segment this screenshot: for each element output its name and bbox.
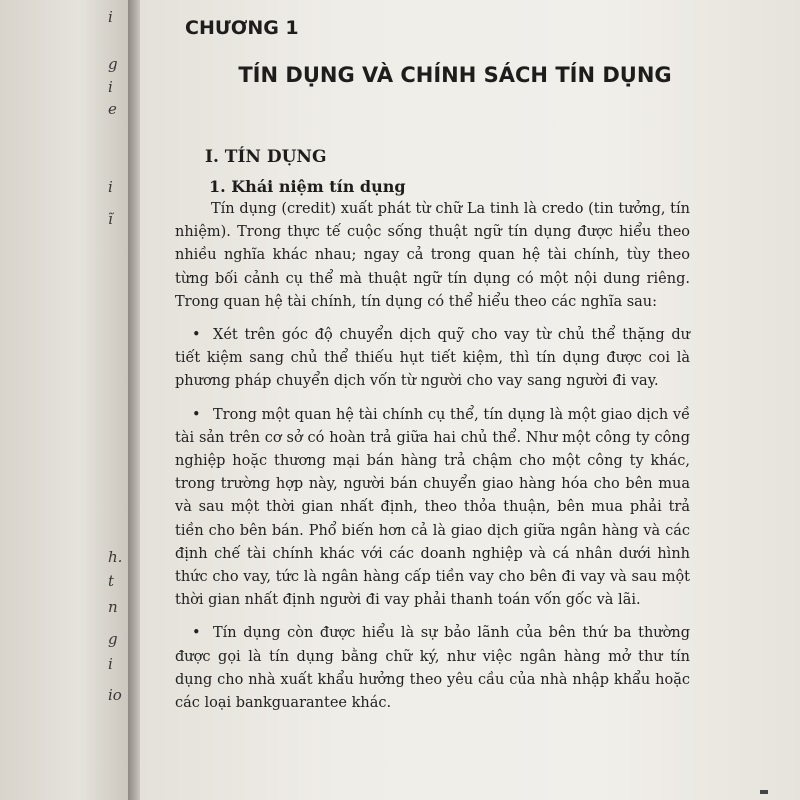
bullet-item (175, 622, 690, 715)
left-page-fragment: g (108, 55, 118, 73)
left-page-fragment: i (108, 78, 113, 96)
bullet-icon: • (192, 327, 201, 344)
left-page-fragment: h. (108, 548, 123, 566)
left-page-fragment: i (108, 178, 113, 196)
subsection-heading: 1. Khái niệm tín dụng (209, 177, 406, 196)
left-page-fragment: i (108, 8, 113, 26)
chapter-label: CHƯƠNG 1 (185, 17, 299, 39)
body-text (175, 198, 690, 725)
left-page-fragment: t (108, 572, 115, 590)
bullet-item (175, 324, 690, 394)
left-page-fragment: io (108, 686, 122, 704)
bullet-text: Tín dụng còn được hiểu là sự bảo lãnh của bên thứ ba thường được gọi là tín dụng bằng chữ ký, như việc ngân hàng mở thư tín dụng cho nhà xuất khẩu hưởng theo yêu cầu của nhà nhập khẩu hoặc các loại bankguarantee khác. (175, 625, 690, 712)
left-page-fragment: g (108, 630, 118, 648)
section-heading: I. TÍN DỤNG (205, 147, 327, 167)
bullet-text: Trong một quan hệ tài chính cụ thể, tín dụng là một giao dịch về tài sản trên cơ sở có hoàn trả giữa hai chủ thể. Như một công ty công nghiệp hoặc thương mại bán hàng trả chậm cho một công ty khác, trong trường hợp này, người bán chuyển giao hàng hóa cho bên mua và sau một thời gian nhất định, theo thỏa thuận, bên mua phải trả tiền cho bên bán. Phổ biến hơn cả là giao dịch giữa ngân hàng và các định chế tài chính khác với các doanh nghiệp và cá nhân dưới hình thức cho vay, tức là ngân hàng cấp tiền vay cho bên đi vay và sau một thời gian nhất định người đi vay phải thanh toán vốn gốc và lãi. (175, 406, 690, 609)
left-facing-page (0, 0, 132, 800)
bullet-text: Xét trên góc độ chuyển dịch quỹ cho vay từ chủ thể thặng dư tiết kiệm sang chủ thể thiếu hụt tiết kiệm, thì tín dụng được coi là phương pháp chuyển dịch vốn từ người cho vay sang người đi vay. (175, 327, 690, 390)
intro-paragraph: Tín dụng (credit) xuất phát từ chữ La tinh là credo (tin tưởng, tín nhiệm). Trong thực tế cuộc sống thuật ngữ tín dụng được hiểu theo nhiều nghĩa khác nhau; ngay cả trong quan hệ tài chính, tùy theo từng bối cảnh cụ thể mà thuật ngữ tín dụng có một nội dung riêng. Trong quan hệ tài chính, tín dụng có thể hiểu theo các nghĩa sau: (175, 201, 690, 310)
bullet-icon: • (192, 406, 201, 423)
page-corner-mark (760, 790, 768, 794)
left-page-fragment: n (108, 598, 118, 616)
bullet-icon: • (192, 625, 201, 642)
chapter-title: TÍN DỤNG VÀ CHÍNH SÁCH TÍN DỤNG (238, 63, 672, 87)
bullet-item (175, 404, 690, 613)
left-page-fragment: ĩ (108, 210, 113, 228)
left-page-fragment: e (108, 100, 117, 118)
left-page-fragment: i (108, 655, 113, 673)
